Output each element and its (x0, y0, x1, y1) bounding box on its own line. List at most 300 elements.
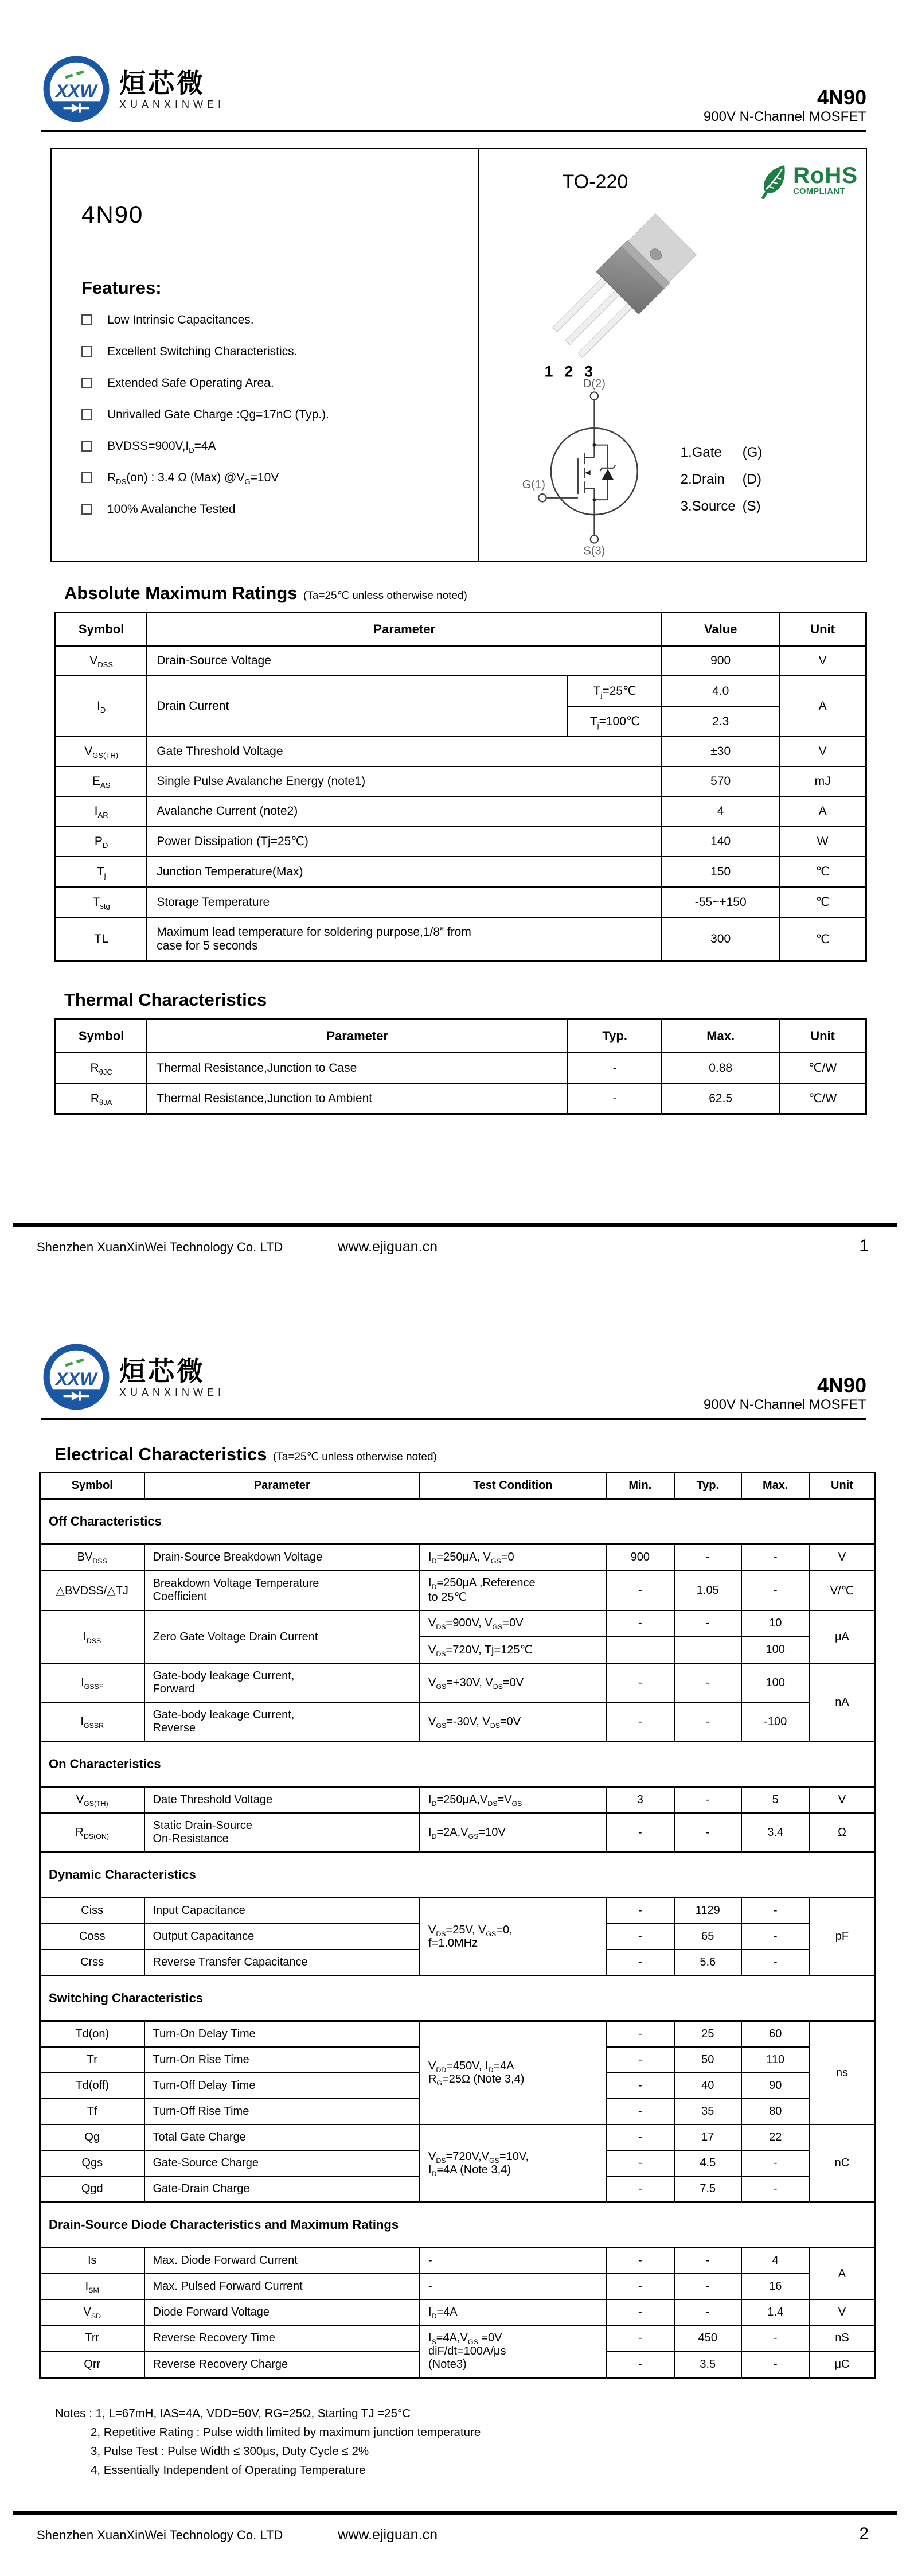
column-header: Unit (810, 1473, 875, 1499)
table-cell: ℃ (779, 857, 866, 887)
footer-company: Shenzhen XuanXinWei Technology Co. LTD (37, 2528, 283, 2542)
table-cell: - (606, 2176, 674, 2203)
section-row (40, 1499, 875, 1544)
checkbox-icon (81, 378, 92, 388)
table-cell: - (741, 1949, 810, 1976)
table-row (40, 2325, 875, 2351)
table-cell: $BV_{DSS}$ (40, 1544, 144, 1571)
table-cell: 4 (741, 2248, 810, 2274)
table-cell: 4.5 (674, 2150, 741, 2176)
table-row (40, 1898, 875, 1924)
table-row (56, 766, 866, 796)
table-cell: 16 (741, 2274, 810, 2299)
table-cell: 1.05 (674, 1570, 741, 1610)
section-title: Absolute Maximum Ratings (64, 583, 298, 603)
table-cell: Reverse Recovery Charge (144, 2351, 420, 2377)
table-cell: - (606, 2124, 674, 2150)
table-cell: $V_{DSS}$ (56, 646, 147, 676)
table-cell: - (606, 1949, 674, 1976)
table-cell: 0.88 (662, 1053, 779, 1083)
table-cell: V (810, 2299, 875, 2325)
table-cell: Ciss (40, 1898, 144, 1924)
pin-number-1: 1 (544, 363, 553, 380)
column-header: Parameter (144, 1473, 420, 1499)
column-header: Unit (779, 1019, 866, 1053)
table-cell: 80 (741, 2099, 810, 2124)
table-cell: - (741, 2176, 810, 2203)
brand (41, 55, 225, 125)
table-cell: Date Threshold Voltage (144, 1787, 420, 1814)
feature-text: Extended Safe Operating Area. (107, 376, 274, 390)
brand-logo-icon (41, 55, 111, 125)
table-row (40, 1570, 875, 1610)
table-cell: V (810, 1544, 875, 1571)
table-cell: $V_{GS}=+30V$, $V_{DS}=0V$ (420, 1663, 606, 1702)
table-cell: - (741, 2150, 810, 2176)
pin-name: 3.Source (680, 499, 736, 514)
column-header: Value (662, 613, 779, 647)
page-header (41, 1343, 866, 1420)
column-header: Parameter (147, 613, 662, 647)
thermal-heading (64, 990, 910, 1010)
table-cell: 300 (662, 917, 779, 962)
table-cell: Is (40, 2248, 144, 2274)
table-cell: 5 (741, 1787, 810, 1814)
feature-item (81, 313, 472, 327)
page-header (41, 55, 866, 132)
table-cell: Qgs (40, 2150, 144, 2176)
table-cell: - (606, 2248, 674, 2274)
leaf-icon (761, 164, 790, 200)
table-cell: - (606, 1570, 674, 1610)
table-row (56, 737, 866, 766)
column-header: Symbol (56, 1019, 147, 1053)
table-cell: TL (56, 917, 147, 962)
table-cell: Qgd (40, 2176, 144, 2203)
table-cell: - (568, 1083, 662, 1114)
table-cell: Drain-Source Breakdown Voltage (144, 1544, 420, 1571)
table-cell: Qg (40, 2124, 144, 2150)
table-cell: $I_{DSS}$ (40, 1610, 144, 1663)
rohs-compliant-label: COMPLIANT (793, 187, 845, 196)
table-cell: 4 (662, 796, 779, 826)
table-cell: - (606, 1610, 674, 1636)
table-cell: ±30 (662, 737, 779, 766)
brand-name-en: XUANXINWEI (119, 98, 225, 110)
brand-logo-icon (41, 1343, 111, 1413)
table-cell: 22 (741, 2124, 810, 2150)
section-row (40, 1976, 875, 2021)
table-cell: nC (810, 2124, 875, 2203)
pin-number-3: 3 (584, 363, 593, 380)
table-cell: Td(off) (40, 2073, 144, 2099)
table-cell: 1129 (674, 1898, 741, 1924)
table-cell: $I_{GSSR}$ (40, 1702, 144, 1742)
page-footer (0, 1223, 910, 1288)
brand-names (119, 1358, 225, 1399)
elec-heading (54, 1444, 910, 1465)
table-cell: Zero Gate Voltage Drain Current (144, 1610, 420, 1663)
table-cell: $T_j=100℃$ (568, 706, 662, 737)
section-row (40, 2203, 875, 2248)
table-cell: - (606, 2150, 674, 2176)
table-cell: - (606, 1663, 674, 1702)
table-cell: 450 (674, 2325, 741, 2351)
feature-item (81, 471, 472, 485)
package-name: TO-220 (562, 171, 628, 193)
table-cell: 35 (674, 2099, 741, 2124)
pin-legend (681, 445, 763, 526)
table-cell: ℃/W (779, 1083, 866, 1114)
features-pane (52, 149, 478, 561)
table-cell: Max. Pulsed Forward Current (144, 2274, 420, 2299)
source-terminal-label: S(3) (583, 544, 606, 557)
section-title: Electrical Characteristics (54, 1444, 267, 1464)
abs-max-heading (64, 583, 910, 604)
table-row (40, 1702, 875, 1742)
table-cell (674, 1636, 741, 1663)
brand-names (119, 70, 225, 111)
table-cell: - (674, 1813, 741, 1853)
overview-panel (50, 148, 867, 562)
section-label: Dynamic Characteristics (40, 1853, 875, 1898)
section-title: Thermal Characteristics (64, 990, 267, 1010)
table-cell: $I_D=250\mu A$, $V_{GS}=0$ (420, 1544, 606, 1571)
table-cell: - (606, 2099, 674, 2124)
pin-legend-item (681, 445, 763, 461)
column-header: Test Condition (420, 1473, 606, 1499)
brand-name-cn: 烜芯微 (119, 1356, 205, 1386)
table-cell: 7.5 (674, 2176, 741, 2203)
footer-rule (13, 2511, 897, 2515)
table-cell: V (779, 737, 866, 766)
brand-logo-text: XXW (56, 1368, 97, 1390)
table-cell: Max. Diode Forward Current (144, 2248, 420, 2274)
table-cell: 25 (674, 2021, 741, 2048)
table-cell: A (779, 796, 866, 826)
pin-name: 1.Gate (680, 445, 722, 460)
table-cell: Crss (40, 1949, 144, 1976)
table-cell: - (568, 1053, 662, 1083)
table-cell: $I_D=2A,V_{GS}=10V$ (420, 1813, 606, 1853)
note-line: 2, Repetitive Rating : Pulse width limited by maximum junction temperature (91, 2426, 481, 2439)
package-image (495, 211, 764, 383)
feature-text: Excellent Switching Characteristics. (107, 345, 298, 358)
table-cell: Thermal Resistance,Junction to Ambient (147, 1083, 568, 1114)
table-cell: - (741, 2325, 810, 2351)
section-label: Switching Characteristics (40, 1976, 875, 2021)
checkbox-icon (81, 409, 92, 420)
feature-item (81, 376, 472, 390)
table-cell: Input Capacitance (144, 1898, 420, 1924)
note-line: 3, Pulse Test : Pulse Width ≤ 300μs, Duty Cycle ≤ 2% (91, 2445, 369, 2458)
table-cell: $V_{DS}=25V$, $V_{GS}=0$, f=1.0MHz (420, 1898, 606, 1976)
table-cell: mJ (779, 766, 866, 796)
table-cell: $I_D=4A$ (420, 2299, 606, 2325)
pin-legend-item (681, 472, 763, 488)
section-label: Off Characteristics (40, 1499, 875, 1544)
section-note: (Ta=25℃ unless otherwise noted) (272, 1451, 437, 1463)
brand-logo-text: XXW (56, 80, 97, 102)
column-header: Max. (741, 1473, 810, 1499)
table-cell: $R_{\theta JC}$ (56, 1053, 147, 1083)
pin-symbol: (G) (742, 445, 763, 460)
column-header: Max. (662, 1019, 779, 1053)
table-cell: 40 (674, 2073, 741, 2099)
column-header: Typ. (568, 1019, 662, 1053)
table-cell: △BVDSS/△TJ (40, 1570, 144, 1610)
table-cell: V (810, 1787, 875, 1814)
thermal-characteristics-table (54, 1018, 867, 1115)
table-cell: - (674, 2248, 741, 2274)
table-cell: 3.5 (674, 2351, 741, 2377)
table-cell: μA (810, 1610, 875, 1663)
table-cell: - (674, 1702, 741, 1742)
table-cell: Coss (40, 1924, 144, 1949)
table-row (40, 2299, 875, 2325)
table-cell: Drain Current (147, 676, 568, 737)
table-cell: - (741, 1570, 810, 1610)
table-cell: 1.4 (741, 2299, 810, 2325)
rohs-badge (761, 164, 858, 200)
brand-name-cn: 烜芯微 (119, 68, 205, 98)
table-cell: $R_{DS(ON)}$ (40, 1813, 144, 1853)
table-cell: - (674, 1544, 741, 1571)
table-cell: Turn-On Delay Time (144, 2021, 420, 2048)
table-cell: $I_{SM}$ (40, 2274, 144, 2299)
table-cell: - (674, 1787, 741, 1814)
table-cell: $V_{DS}=900V$, $V_{GS}=0V$ (420, 1610, 606, 1636)
table-cell: $T_j=25℃$ (568, 676, 662, 706)
table-cell: -100 (741, 1702, 810, 1742)
checkbox-icon (81, 314, 92, 325)
table-cell: $V_{GS(TH)}$ (40, 1787, 144, 1814)
section-label: On Characteristics (40, 1742, 875, 1787)
table-cell: 150 (662, 857, 779, 887)
table-cell: Junction Temperature(Max) (147, 857, 662, 887)
table-cell: 3 (606, 1787, 674, 1814)
table-cell: Gate-body leakage Current, Forward (144, 1663, 420, 1702)
table-cell: - (741, 2351, 810, 2377)
table-cell: W (779, 826, 866, 857)
table-cell: - (420, 2274, 606, 2299)
table-cell: $V_{GS}=-30V$, $V_{DS}=0V$ (420, 1702, 606, 1742)
table-cell: Turn-Off Rise Time (144, 2099, 420, 2124)
column-header: Symbol (56, 613, 147, 647)
feature-text: Unrivalled Gate Charge :Qg=17nC (Typ.). (107, 408, 329, 421)
table-cell: Output Capacitance (144, 1924, 420, 1949)
table-cell: Ω (810, 1813, 875, 1853)
table-cell: 90 (741, 2073, 810, 2099)
part-number: 4N90 (817, 85, 866, 110)
table-cell: - (606, 2047, 674, 2073)
table-cell: - (674, 2274, 741, 2299)
feature-item (81, 503, 472, 516)
part-number: 4N90 (817, 1373, 866, 1398)
table-cell: -55~+150 (662, 887, 779, 917)
pin-symbol: (D) (742, 472, 761, 487)
table-cell: - (606, 2325, 674, 2351)
table-cell: ℃ (779, 887, 866, 917)
header-row (40, 1473, 875, 1499)
table-cell: Gate-body leakage Current, Reverse (144, 1702, 420, 1742)
table-cell: Drain-Source Voltage (147, 646, 662, 676)
table-cell: 100 (741, 1636, 810, 1663)
part-name: 4N90 (81, 201, 144, 228)
table-row (40, 1610, 875, 1636)
table-cell: - (606, 2073, 674, 2099)
table-row (40, 1544, 875, 1571)
table-cell: - (674, 1610, 741, 1636)
table-cell: 100 (741, 1663, 810, 1702)
table-cell: Storage Temperature (147, 887, 662, 917)
table-cell: - (606, 1924, 674, 1949)
table-cell: Power Dissipation (Tj=25℃) (147, 826, 662, 857)
table-cell: 4.0 (662, 676, 779, 706)
section-row (40, 1853, 875, 1898)
table-cell: Avalanche Current (note2) (147, 796, 662, 826)
table-row (40, 1787, 875, 1814)
table-row (56, 646, 866, 676)
table-cell: 5.6 (674, 1949, 741, 1976)
header-title-block (704, 86, 866, 125)
part-subtitle: 900V N-Channel MOSFET (703, 1397, 866, 1412)
checkbox-icon (81, 441, 92, 452)
features-list (81, 313, 472, 516)
table-cell: pF (810, 1898, 875, 1976)
table-row (40, 2274, 875, 2299)
feature-item (81, 439, 472, 453)
table-cell: 17 (674, 2124, 741, 2150)
table-cell: Total Gate Charge (144, 2124, 420, 2150)
table-cell: - (741, 1924, 810, 1949)
table-cell: Diode Forward Voltage (144, 2299, 420, 2325)
pin-number-2: 2 (564, 363, 573, 380)
footer-website: www.ejiguan.cn (338, 1239, 438, 1255)
column-header: Unit (779, 613, 866, 647)
table-row (56, 826, 866, 857)
table-cell: 3.4 (741, 1813, 810, 1853)
page-number: 1 (859, 1236, 869, 1255)
table-cell: $I_{AR}$ (56, 796, 147, 826)
table-row (40, 1663, 875, 1702)
table-cell: $V_{GS(TH)}$ (56, 737, 147, 766)
table-row (40, 1813, 875, 1853)
feature-text: $R_{DS}(on)$ : 3.4 Ω (Max) $@V_G=10V$ (107, 471, 279, 487)
header-title-block (704, 1374, 866, 1413)
table-cell: $V_{DS}=720V,V_{GS}=10V$, $I_D=4A$ (Note 3,4) (420, 2124, 606, 2203)
table-cell: $T_{stg}$ (56, 887, 147, 917)
table-cell: ℃ (779, 917, 866, 962)
table-cell: 900 (606, 1544, 674, 1571)
checkbox-icon (81, 504, 92, 515)
table-cell: $V_{DD}=450V$, $I_D=4A$ $R_G=25\Omega$ (Note 3,4) (420, 2021, 606, 2125)
table-row (40, 2124, 875, 2150)
table-cell: Gate-Source Charge (144, 2150, 420, 2176)
table-cell: - (606, 1898, 674, 1924)
table-cell: 60 (741, 2021, 810, 2048)
note-line: Notes : 1, L=67mH, IAS=4A, VDD=50V, RG=25Ω, Starting TJ =25°C (55, 2407, 411, 2420)
table-cell: Turn-On Rise Time (144, 2047, 420, 2073)
feature-text: $BVDSS=900V,I_D=4A$ (107, 439, 216, 455)
pin-name: 2.Drain (680, 472, 725, 487)
table-cell: $T_j$ (56, 857, 147, 887)
table-cell: nA (810, 1663, 875, 1742)
table-row (40, 2021, 875, 2048)
table-cell: - (606, 2299, 674, 2325)
table-cell: nS (810, 2325, 875, 2351)
section-note: (Ta=25℃ unless otherwise noted) (303, 590, 467, 602)
table-cell: $I_D=250\mu A,V_{DS}=V_{GS}$ (420, 1787, 606, 1814)
table-cell: V/℃ (810, 1570, 875, 1610)
notes-block (55, 2404, 910, 2480)
footer-company: Shenzhen XuanXinWei Technology Co. LTD (37, 1240, 283, 1254)
table-cell: $I_D$ (56, 676, 147, 737)
header-row (56, 1019, 866, 1053)
table-cell: $V_{DS}=720V$, Tj=125℃ (420, 1636, 606, 1663)
table-row (56, 857, 866, 887)
brand (41, 1343, 225, 1413)
column-header: Min. (606, 1473, 674, 1499)
rohs-label: RoHS (793, 163, 858, 188)
table-cell: Gate Threshold Voltage (147, 737, 662, 766)
column-header: Symbol (40, 1473, 144, 1499)
checkbox-icon (81, 346, 92, 357)
brand-name-en: XUANXINWEI (119, 1386, 225, 1398)
column-header: Typ. (674, 1473, 741, 1499)
table-row (40, 2248, 875, 2274)
table-cell: - (741, 1544, 810, 1571)
table-cell: ℃/W (779, 1053, 866, 1083)
note-line: 4, Essentially Independent of Operating Temperature (91, 2464, 366, 2477)
feature-text: 100% Avalanche Tested (107, 503, 236, 516)
gate-terminal-label: G(1) (522, 478, 545, 492)
feature-item (81, 345, 472, 359)
mosfet-symbol (506, 379, 673, 557)
section-label: Drain-Source Diode Characteristics and Maximum Ratings (40, 2203, 875, 2248)
table-cell: A (810, 2248, 875, 2300)
part-subtitle: 900V N-Channel MOSFET (703, 109, 866, 124)
table-cell: 10 (741, 1610, 810, 1636)
table-cell: - (606, 1813, 674, 1853)
table-cell: Thermal Resistance,Junction to Case (147, 1053, 568, 1083)
table-cell: Td(on) (40, 2021, 144, 2048)
table-cell: $V_{SD}$ (40, 2299, 144, 2325)
features-title: Features: (81, 278, 162, 298)
table-cell: $E_{AS}$ (56, 766, 147, 796)
table-cell: Reverse Recovery Time (144, 2325, 420, 2351)
table-cell: $P_D$ (56, 826, 147, 857)
table-cell: 140 (662, 826, 779, 857)
table-cell: V (779, 646, 866, 676)
column-header: Parameter (147, 1019, 568, 1053)
table-cell: Trr (40, 2325, 144, 2351)
drain-terminal-label: D(2) (583, 379, 606, 391)
table-cell: - (606, 2021, 674, 2048)
table-cell: - (606, 2274, 674, 2299)
table-cell: Turn-Off Delay Time (144, 2073, 420, 2099)
table-cell: Static Drain-Source On-Resistance (144, 1813, 420, 1853)
table-cell (606, 1636, 674, 1663)
table-cell: Single Pulse Avalanche Energy (note1) (147, 766, 662, 796)
table-row (56, 676, 866, 706)
table-cell: 62.5 (662, 1083, 779, 1114)
table-cell: - (674, 2299, 741, 2325)
table-row (56, 887, 866, 917)
absolute-maximum-ratings-table (54, 612, 867, 962)
feature-item (81, 408, 472, 422)
table-row (56, 1083, 866, 1114)
